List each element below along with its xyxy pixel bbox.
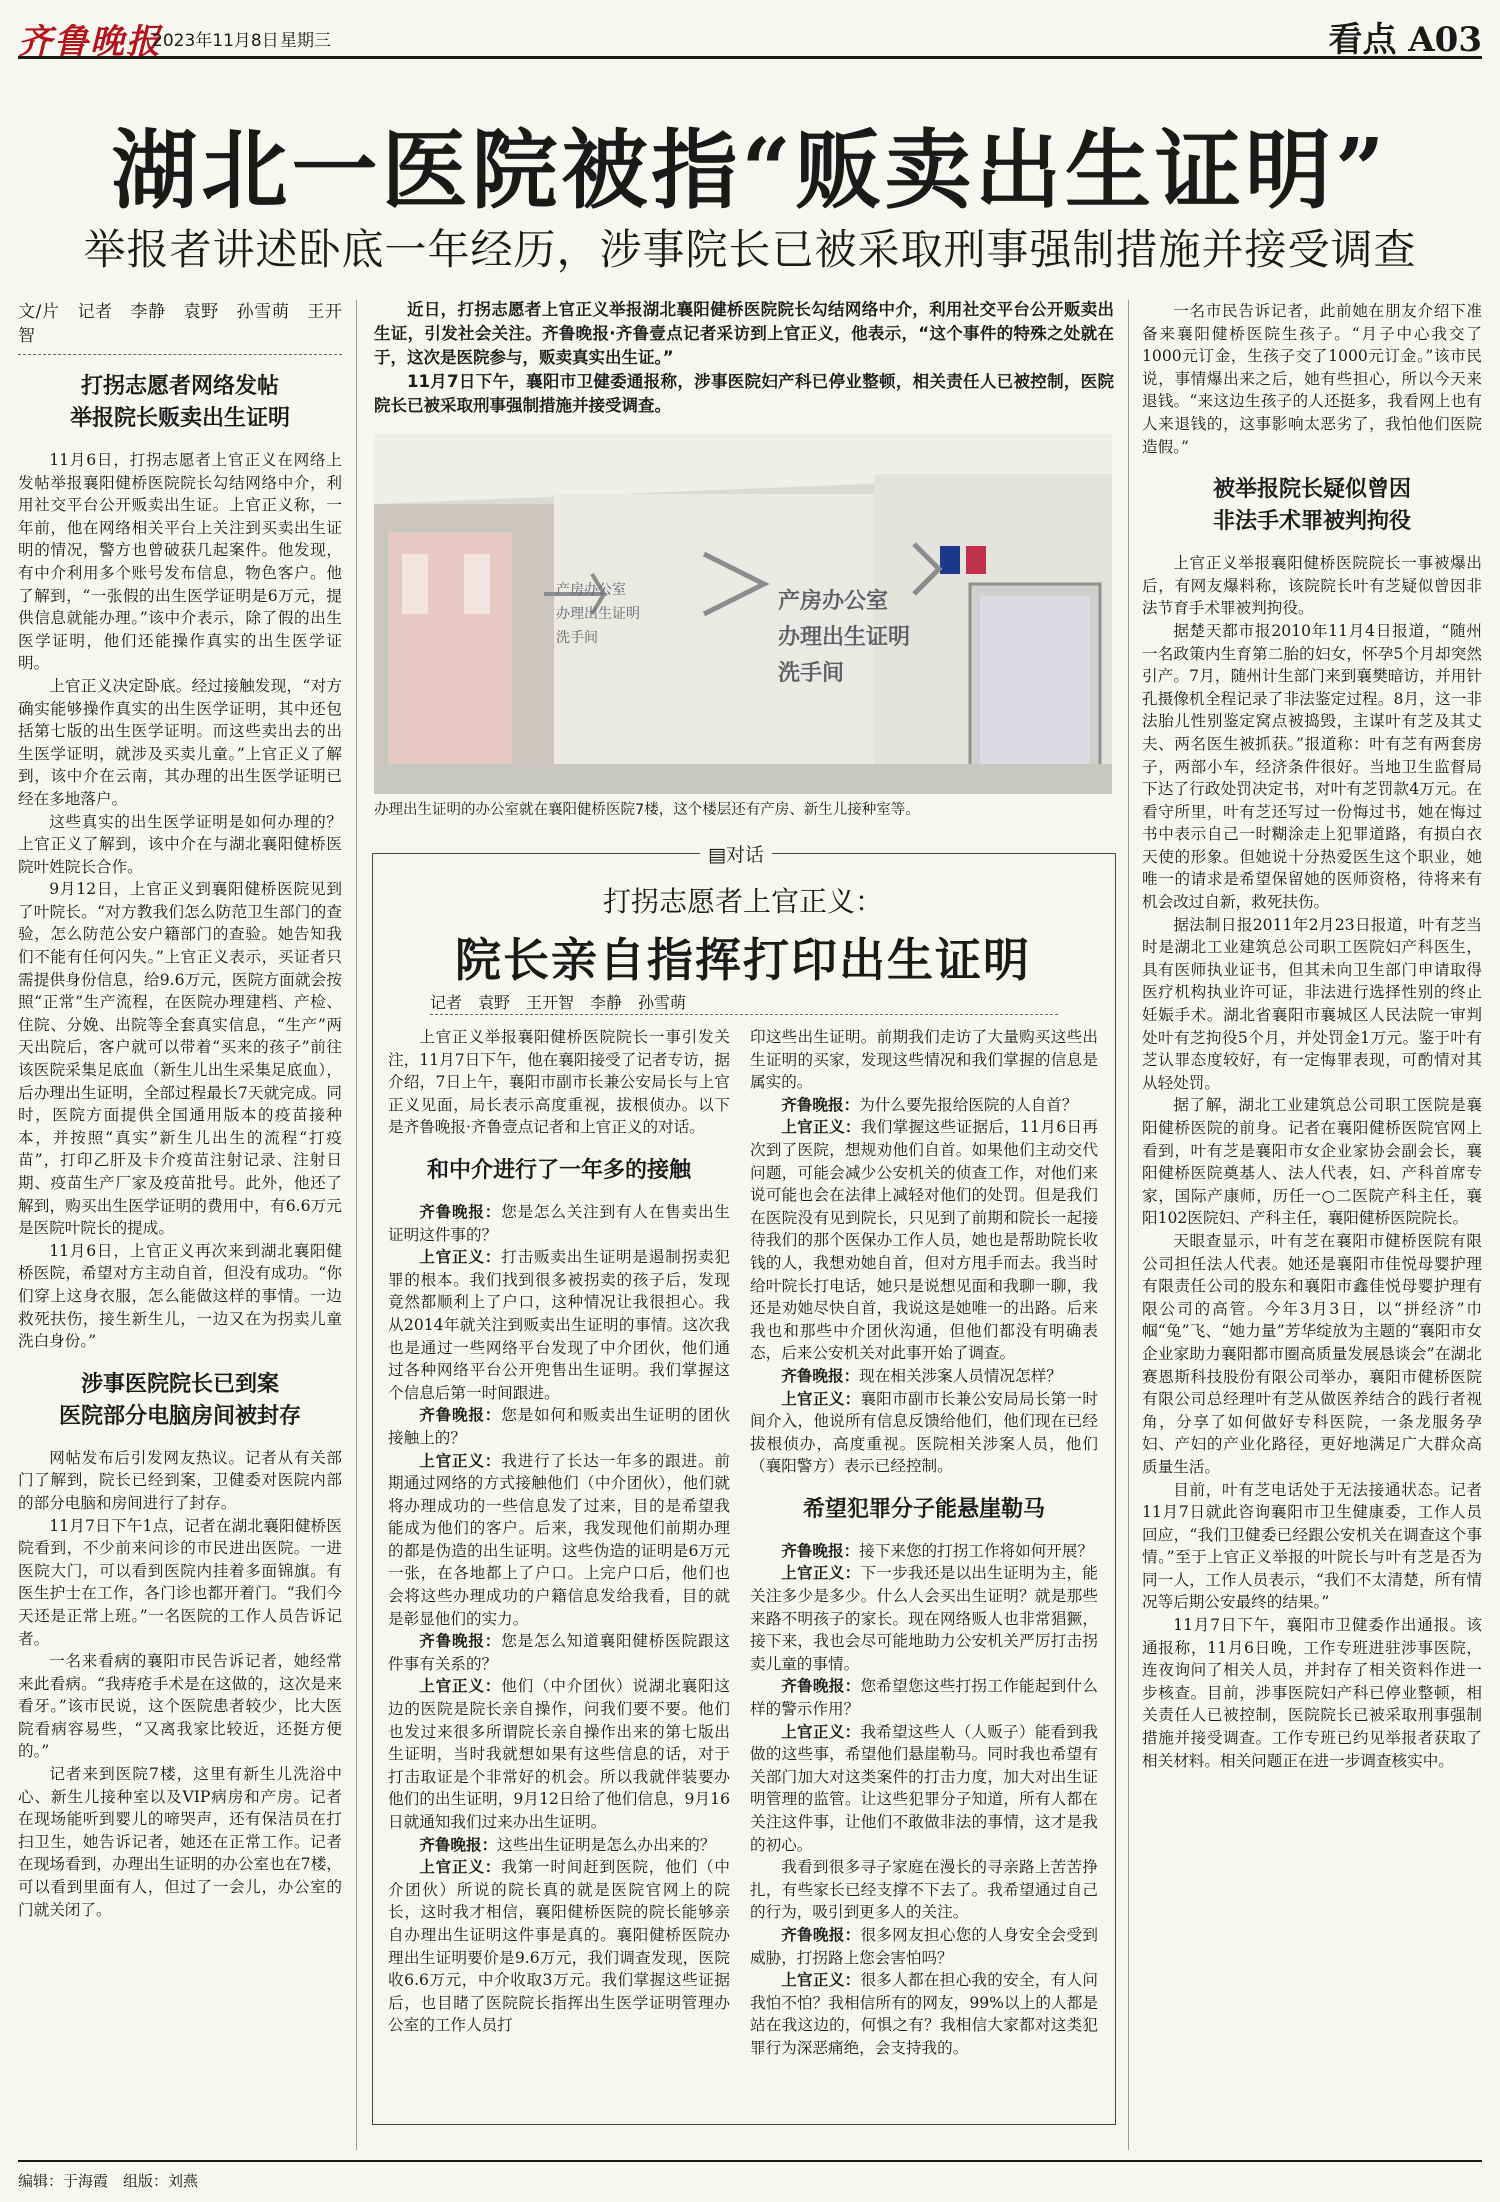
speaker-label: 上官正义： xyxy=(419,1248,502,1267)
dialog-section-tag xyxy=(700,840,772,867)
dialog-column-2 xyxy=(750,1026,1098,2114)
left-paragraphs-2 xyxy=(18,1447,342,1921)
speaker-label: 齐鲁晚报： xyxy=(781,1925,861,1944)
qa-paragraph xyxy=(388,1834,730,1857)
qa-text: 襄阳市副市长兼公安局局长第一时间介入，他说所有信息反馈给他们，他们现在已经拔根侦办，高度重视。医院相关涉案人员，他们（襄阳警方）表示已经控制。 xyxy=(750,1389,1098,1476)
masthead xyxy=(18,12,1482,62)
qa-text: 上官正义举报襄阳健桥医院院长一事引发关注，11月7日下午，他在襄阳接受了记者专访，据介绍，7日上午，襄阳市副市长兼公安局长与上官正义见面，局长表示高度重视，拔根侦办。以下是齐鲁晚报·齐鲁壹点记者和上官正义的对话。 xyxy=(388,1028,730,1137)
paragraph xyxy=(750,1856,1098,1924)
paragraph: 目前，叶有芝电话处于无法接通状态。记者11月7日就此咨询襄阳市卫生健康委，工作人员回应，“我们卫健委已经跟公安机关在调查这个事情。”至于上官正义举报的叶院长与叶有芝是否为同一人，工作人员表示，“我们不太清楚，所有情况等后期公安最终的结果。” xyxy=(1142,1480,1482,1612)
right-paragraphs-2 xyxy=(1142,552,1482,1772)
qa-paragraph xyxy=(388,1246,730,1404)
right-paragraphs-1 xyxy=(1142,300,1482,458)
dialog-byline: 记者 袁野 王开智 李静 孙雪萌 xyxy=(430,993,687,1012)
paragraph: 11月7日下午，襄阳市卫健委通报称，涉事医院妇产科已停业整顿，相关责任人已被控制，医院院长已被采取刑事强制措施并接受调查。 xyxy=(374,372,1114,415)
sign-line: 办理出生证明 xyxy=(556,606,640,622)
qa-paragraph xyxy=(750,1116,1098,1365)
qa-paragraph xyxy=(388,1675,730,1833)
paragraph xyxy=(750,1026,1098,1094)
left-paragraphs-1 xyxy=(18,449,342,1353)
speaker-label: 上官正义： xyxy=(419,1677,502,1696)
paragraph: 网帖发布后引发网友热议。记者从有关部门了解到，院长已经到案，卫健委对医院内部的部分电脑和房间进行了封存。 xyxy=(18,1448,342,1512)
dialog-column-1 xyxy=(388,1026,730,2114)
left-heading-2: 涉事医院院长已到案 医院部分电脑房间被封存 xyxy=(58,1371,301,1429)
left-column xyxy=(18,300,342,2152)
paragraph: 天眼查显示，叶有芝在襄阳市健桥医院有限公司担任法人代表。她还是襄阳市佳悦母婴护理有限责任公司的股东和襄阳市鑫佳悦母婴护理有限公司的高管。今年3月3日，以“拼经济”巾帼“兔”飞、“她力量”芳华绽放为主题的“襄阳市女企业家助力襄阳都市圈高质量发展恳谈会”在湖北赛恩斯科技股份有限公司举办，襄阳市健桥医院有限公司总经理叶有芝从做医养结合的践行者视角，分享了如何做好专科医院，一条龙服务孕妇、产妇的产业化路径，更好地满足广大群众高质量生活。 xyxy=(1142,1231,1482,1476)
section-page-label: 看点 A03 xyxy=(1328,20,1482,60)
speaker-label: 上官正义： xyxy=(419,1858,502,1877)
qa-text: 下一步我还是以出生证明为主，能关注多少是多少。什么人会买出生证明？就是那些来路不明孩子的家长。现在网络贩人也非常猖獗，接下来，我也会尽可能地助力公安机关严厉打击拐卖儿童的事情。 xyxy=(750,1564,1098,1673)
dialog-byline-rule xyxy=(430,1014,1058,1015)
sub-headline: 举报者讲述卧底一年经历，涉事院长已被采取刑事强制措施并接受调查 xyxy=(83,225,1417,274)
paragraph: 这些真实的出生医学证明是如何办理的？上官正义了解到，该中介在与湖北襄阳健桥医院叶姓院长合作。 xyxy=(18,812,342,876)
speaker-label: 齐鲁晚报： xyxy=(781,1541,860,1560)
speaker-label: 上官正义： xyxy=(781,1118,861,1137)
qa-paragraph xyxy=(750,1969,1098,2059)
qa-text: 很多网友担心您的人身安全会受到威胁，打拐路上您会害怕吗？ xyxy=(750,1925,1098,1967)
article-intro xyxy=(374,298,1114,418)
dialog-subheading: 希望犯罪分子能悬崖勒马 xyxy=(802,1496,1045,1522)
paragraph: 据楚天都市报2010年11月4日报道，“随州一名政策内生育第二胎的妇女，怀孕5个月却突然引产。7月，随州计生部门来到襄樊暗访，并用针孔摄像机全程记录了非法鉴定过程。8月，这一非法胎儿性别鉴定窝点被捣毁，主谋叶有芝及其丈夫、两名医生被抓获。”报道称：叶有芝有两套房子，两部小车，经济条件很好。当地卫生监督局下达了行政处罚决定书，对叶有芝罚款4万元。在看守所里，叶有芝还写过一份悔过书，她在悔过书中表示自己一时糊涂走上犯罪道路，有损白衣天使的形象。但她说十分热爱医生这个职业，她唯一的请求是希望保留她的医师资格，待将来有机会改过自新，救死扶伤。 xyxy=(1142,621,1482,912)
wall-sign-right xyxy=(778,584,910,692)
qa-text: 接下来您的打拐工作将如何开展？ xyxy=(859,1541,1094,1560)
paragraph: 据法制日报2011年2月23日报道，叶有芝当时是湖北工业建筑总公司职工医院妇产科医生，具有医师执业证书，但其未向卫生部门申请取得医疗机构执业许可证，非法进行选择性别的终止妊娠手术。湖北省襄阳市襄城区人民法院一审判处叶有芝拘役5个月，并处罚金1万元。鉴于叶有芝认罪态度较好，有一定悔罪表现，可酌情对其从轻处罚。 xyxy=(1142,915,1482,1092)
qa-text: 我希望这些人（人贩子）能看到我做的这些事，希望他们悬崖勒马。同时我也希望有关部门加大对这类案件的打击力度，加大对出生证明管理的监管。让这些犯罪分子知道，所有人都在关注这件事，让他们不敢做非法的事情，这才是我的初心。 xyxy=(750,1722,1098,1854)
speaker-label: 上官正义： xyxy=(781,1722,861,1741)
qa-paragraph xyxy=(388,1404,730,1449)
dialog-subheading: 和中介进行了一年多的接触 xyxy=(426,1157,691,1183)
paragraph: 一名来看病的襄阳市民告诉记者，她经常来此看病。“我痔疮手术是在这做的，这次是来看牙。”该市民说，这个医院患者较少，比大医院看病容易些，“又离我家比较近，还挺方便的。” xyxy=(18,1652,342,1761)
paragraph: 11月6日，上官正义再次来到湖北襄阳健桥医院，希望对方主动自首，但没有成功。“你们穿上这身衣服，怎么能做这样的事情。一边救死扶伤，接生新生儿，一边又在为拐卖儿童洗白身份。” xyxy=(18,1241,342,1351)
qa-text: 为什么要先报给医院的人自首？ xyxy=(859,1095,1078,1114)
qa-text: 我们掌握这些证据后，11月6日再次到了医院，想规劝他们自首。如果他们主动交代问题，可能会减少公安机关的侦查工作，对他们来说可能也会在法律上减轻对他们的处罚。但是我们在医院没有见到院长，只见到了前期和院长一起接待我们的那个医保办工作人员，她也是帮助院长收钱的人，我想劝她自首，但对方甩手而去。我当时给叶院长打电话，她只是说想见面和我聊一聊，我还是劝她尽快自首，我说这是她唯一的出路。后来我也和那些中介团伙沟通，但他们都没有明确表态，后来公安机关对此事开始了调查。 xyxy=(750,1118,1098,1363)
speaker-label: 齐鲁晚报： xyxy=(419,1406,502,1425)
paragraph: 一名市民告诉记者，此前她在朋友介绍下准备来襄阳健桥医院生孩子。“月子中心我交了1000元订金，生孩子交了1000元订金。”该市民说，事情爆出来之后，她有些担心，所以今天来退钱。“来这边生孩子的人还挺多，我看网上也有人来退钱的，这事影响太恶劣了，我怕他们医院造假。” xyxy=(1142,302,1482,456)
sign-line: 办理出生证明 xyxy=(778,625,911,650)
paragraph: 11月7日下午1点，记者在湖北襄阳健桥医院看到，不少前来问诊的市民进出医院。一进医院大门，可以看到医院内挂着多面锦旗。有医生护士在工作，各门诊也都开着门。“我们今天还是正常上班。”一名医院的工作人员告诉记者。 xyxy=(18,1516,342,1648)
dialog-tag-label: 对话 xyxy=(725,844,764,866)
qa-text: 您是怎么关注到有人在售卖出生证明这件事的？ xyxy=(388,1202,730,1244)
page-footer: 编辑：于海霞 组版：刘燕 xyxy=(18,2160,1482,2191)
sign-line: 洗手间 xyxy=(778,661,845,686)
qa-text: 很多人都在担心我的安全，有人问我怕不怕？我相信所有的网友，99%以上的人都是站在我这边的，何惧之有？我相信大家都对这类犯罪行为深恶痛绝，会支持我的。 xyxy=(750,1971,1098,2057)
qa-text: 现在相关涉案人员情况怎样？ xyxy=(859,1366,1062,1385)
qa-paragraph xyxy=(750,1094,1098,1117)
left-byline: 文/片 记者 李静 袁野 孙雪萌 王开智 xyxy=(18,300,342,355)
speaker-label: 上官正义： xyxy=(781,1971,861,1990)
qa-paragraph xyxy=(750,1388,1098,1478)
newspaper-logo: 齐鲁晚报 xyxy=(18,22,162,62)
qa-paragraph xyxy=(750,1675,1098,1720)
sign-line: 产房办公室 xyxy=(778,589,889,614)
qa-text: 您希望您这些打拐工作能起到什么样的警示作用？ xyxy=(750,1677,1098,1719)
speaker-label: 上官正义： xyxy=(781,1564,861,1583)
qa-text: 这些出生证明是怎么办出来的？ xyxy=(497,1835,716,1854)
qa-text: 我进行了长达一年多的跟进。前期通过网络的方式接触他们（中介团伙），他们就将办理成功的一些信息发了过来，目的是希望我能成为他们的客户。后来，我发现他们前期办理的都是伪造的出生证明。这些伪造的证明是6万元一张，在各地都上了户口。上完户口后，他们也会将这些办理成功的户籍信息发给我看，目的就是彰显他们的实力。 xyxy=(388,1451,730,1628)
photo-caption: 办理出生证明的办公室就在襄阳健桥医院7楼，这个楼层还有产房、新生儿接种室等。 xyxy=(374,802,920,818)
qa-text: 打击贩卖出生证明是遏制拐卖犯罪的根本。我们找到很多被拐卖的孩子后，发现竟然都顺利上了户口，这种情况让我很担心。我从2014年就关注到贩卖出生证明的事情。这次我也是通过一些网络平台发现了中介团伙，他们通过各种网络平台公开兜售出生证明。我们掌握这个信息后第一时间跟进。 xyxy=(388,1248,730,1402)
speaker-label: 齐鲁晚报： xyxy=(781,1677,861,1696)
right-column xyxy=(1142,300,1482,2152)
qa-paragraph xyxy=(750,1540,1098,1563)
paragraph: 记者来到医院7楼，这里有新生儿洗浴中心、新生儿接种室以及VIP病房和产房。记者在现场能听到婴儿的啼哭声，还有保洁员在打扫卫生，她告诉记者，她还在正常工作。记者在现场看到，办理出生证明的办公室也在7楼，可以看到里面有人，但过了一会儿，办公室的门就关闭了。 xyxy=(18,1765,342,1919)
paragraph: 据了解，湖北工业建筑总公司职工医院是襄阳健桥医院的前身。记者在襄阳健桥医院官网上看到，叶有芝是襄阳市女企业家协会副会长，襄阳健桥医院奠基人、法人代表，妇、产科首席专家，国际产康师，历任一○二医院产科主任，襄阳102医院妇、产科主任，襄阳健桥医院院长。 xyxy=(1142,1096,1482,1228)
issue-weekday: 星期三 xyxy=(280,31,331,51)
sign-line: 产房办公室 xyxy=(556,582,626,598)
qa-text: 我看到很多寻子家庭在漫长的寻亲路上苦苦挣扎，有些家长已经支撑不下去了。我希望通过自己的行为，吸引到更多人的关注。 xyxy=(750,1858,1098,1922)
dialog-title: 院长亲自指挥打印出生证明 xyxy=(455,933,1031,987)
speaker-label: 上官正义： xyxy=(781,1389,861,1408)
qa-paragraph xyxy=(750,1721,1098,1857)
qa-text: 我第一时间赶到医院，他们（中介团伙）所说的院长真的就是医院官网上的院长，这时我才相信，襄阳健桥医院的院长能够亲自办理出生证明这件事是真的。襄阳健桥医院办理出生证明要价是9.6万元，我们调查发现，医院收6.6万元，中介收取3万元。我们掌握这些证据后，也目睹了医院院长指挥出生医学证明管理办公室的工作人员打 xyxy=(388,1858,730,2035)
paragraph: 11月6日，打拐志愿者上官正义在网络上发帖举报襄阳健桥医院院长勾结网络中介，利用社交平台公开贩卖出生证。上官正义称，一年前，他在网络相关平台上关注到买卖出生证明的情况，警方也曾破获几起案件。他发现，有中介利用多个账号发布信息，物色客户。他了解到，“一张假的出生医学证明是6万元，提供信息就能办理。”该中介表示，除了假的出生医学证明，他们还能操作真实的出生医学证明。 xyxy=(18,451,342,673)
paragraph: 9月12日，上官正义到襄阳健桥医院见到了叶院长。“对方教我们怎么防范卫生部门的查验，怎么防范公安户籍部门的查验。她告知我们不能有任何闪失。”上官正义表示，买证者只需提供身份信息，给9.6万元，医院方面就会按照“正常”生产流程，在医院办理建档、产检、住院、分娩、出院等全套真实信息，“生产”两天出院后，客户就可以带着“买来的孩子”前往该医院采集足底血（新生儿出生采集足底血），后办理出生证明，全部过程最长7天就完成。同时，医院方面提供全国通用版本的疫苗接种本，并按照“真实”新生儿出生的流程“打疫苗”，打印乙肝及卡介疫苗注射记录、注射日期、疫苗生产厂家及疫苗批号。此外，他还了解到，购买出生医学证明的费用中，有6.6万元是医院叶院长的提成。 xyxy=(18,880,342,1238)
right-heading: 被举报院长疑似曾因 非法手术罪被判拘役 xyxy=(1212,477,1411,535)
qa-paragraph xyxy=(750,1924,1098,1969)
qa-text: 您是怎么知道襄阳健桥医院跟这件事有关系的？ xyxy=(388,1632,730,1673)
speaker-label: 上官正义： xyxy=(419,1451,502,1470)
photo-illustration xyxy=(374,434,1112,794)
qa-paragraph xyxy=(750,1365,1098,1388)
speaker-label: 齐鲁晚报： xyxy=(781,1366,860,1385)
speaker-label: 齐鲁晚报： xyxy=(419,1835,498,1854)
speaker-label: 齐鲁晚报： xyxy=(419,1202,502,1221)
qa-text: 他们（中介团伙）说湖北襄阳这边的医院是院长亲自操作，问我们要不要。他们也发过来很多所谓院长亲自操作出来的第七版出生证明，当时我就想如果有这些信息的话，对于打击取证是个非常好的机会。所以我就伴装要办他们的出生证明，9月12日给了他们信息，9月16日就通知我们过来办出生证明。 xyxy=(388,1677,730,1831)
qa-paragraph xyxy=(388,1201,730,1246)
qa-text: 印这些出生证明。前期我们走访了大量购买这些出生证明的买家，发现这些情况和我们掌握的信息是属实的。 xyxy=(750,1028,1098,1092)
dialog-kicker: 打拐志愿者上官正义： xyxy=(602,885,883,918)
qa-paragraph xyxy=(388,1856,730,2037)
paragraph: 上官正义举报襄阳健桥医院院长一事被爆出后，有网友爆料称，该院院长叶有芝疑似曾因非法节育手术罪被判拘役。 xyxy=(1142,554,1482,618)
main-headline: 湖北一医院被指“贩卖出生证明” xyxy=(111,120,1389,221)
issue-date: 2023年11月8日 xyxy=(152,31,279,51)
speaker-label: 齐鲁晚报： xyxy=(781,1095,860,1114)
speaker-label: 齐鲁晚报： xyxy=(419,1632,502,1651)
paragraph: 上官正义决定卧底。经过接触发现，“对方确实能够操作真实的出生医学证明，其中还包括第七版的出生医学证明。而这些卖出去的出生医学证明，就涉及买卖儿童。”上官正义了解到，该中介在云南，其办理的出生医学证明已经在多地落户。 xyxy=(18,676,342,808)
column-divider xyxy=(356,300,357,2150)
hospital-corridor-photo xyxy=(374,434,1112,794)
left-heading-1: 打拐志愿者网络发帖 举报院长贩卖出生证明 xyxy=(69,374,290,431)
qa-text: 您是如何和贩卖出生证明的团伙接触上的？ xyxy=(388,1406,730,1447)
qa-paragraph xyxy=(388,1630,730,1675)
column-divider xyxy=(1128,300,1129,2150)
sign-line: 洗手间 xyxy=(556,630,598,646)
paragraph xyxy=(388,1026,730,1139)
qa-paragraph xyxy=(750,1562,1098,1675)
qa-paragraph xyxy=(388,1450,730,1631)
paragraph: 近日，打拐志愿者上官正义举报湖北襄阳健桥医院院长勾结网络中介，利用社交平台公开贩卖出生证，引发社会关注。齐鲁晚报·齐鲁壹点记者采访到上官正义，他表示，“这个事件的特殊之处就在于，这次是医院参与，贩卖真实出生证。” xyxy=(374,300,1114,367)
paragraph: 11月7日下午，襄阳市卫健委作出通报。该通报称，11月6日晚，工作专班进驻涉事医院，连夜询问了相关人员，并封存了相关资料作进一步核查。目前，涉事医院妇产科已停业整顿，相关责任人已被控制，医院院长已被采取刑事强制措施并接受调查。工作专班已约见举报者获取了相关材料。相关问题正在进一步调查核实中。 xyxy=(1142,1616,1482,1770)
dialog-tag-icon: ▤ xyxy=(708,844,726,866)
wall-sign-left xyxy=(556,578,640,650)
